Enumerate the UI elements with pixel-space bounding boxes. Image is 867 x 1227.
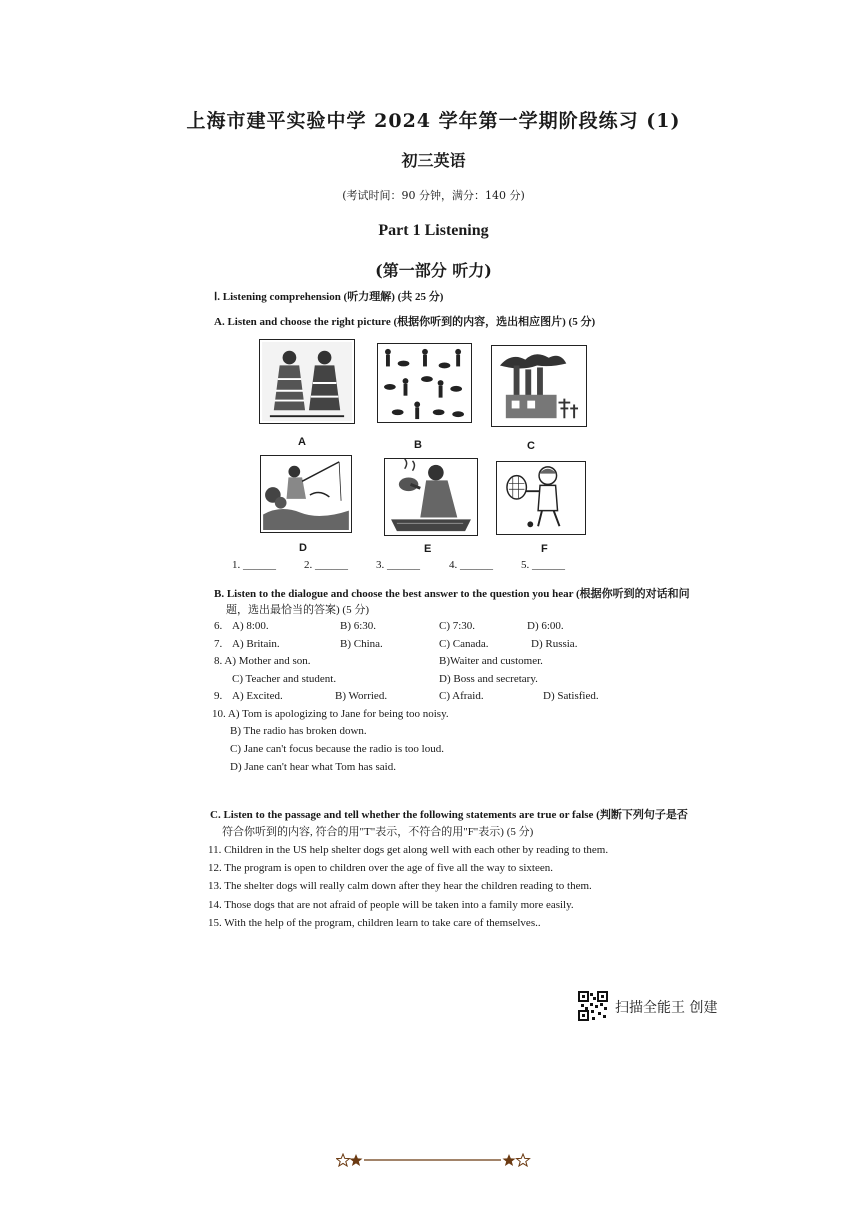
- option: 10. A) Tom is apologizing to Jane for being too noisy.: [212, 708, 449, 720]
- option: A) Excited.: [232, 690, 283, 702]
- picture-letter: D: [299, 542, 307, 554]
- factory-smoke-picture: [491, 345, 587, 427]
- option: A) Britain.: [232, 638, 280, 650]
- part-title: Part 1 Listening: [378, 222, 489, 239]
- page-title: 上海市建平实验中学 2024 学年第一学期阶段练习 (1): [186, 110, 681, 132]
- woman-cooking-picture: [384, 458, 478, 536]
- option: B) Worried.: [335, 690, 388, 702]
- section-b-instruction-cont: 题，选出最恰当的答案) (5 分): [226, 604, 369, 616]
- answer-blank: 2. ______: [304, 559, 348, 571]
- part-title-cn: (第一部分 听力): [375, 261, 492, 280]
- fishing-picture: [260, 455, 352, 533]
- picture-letter: A: [298, 436, 306, 448]
- option: C) 7:30.: [439, 620, 476, 632]
- option: C) Teacher and student.: [232, 673, 337, 685]
- option: B) The radio has broken down.: [230, 725, 367, 737]
- option: D) Russia.: [531, 638, 578, 650]
- option: B) 6:30.: [340, 620, 377, 632]
- section-c-instruction: C. Listen to the passage and tell whether the following statements are true or false (判断下列句子是否: [210, 809, 688, 821]
- question-number: 7.: [214, 638, 223, 650]
- answer-blank: 5. ______: [521, 559, 565, 571]
- picture-letter: F: [541, 543, 548, 555]
- answer-blank: 3. ______: [376, 559, 420, 571]
- boy-tennis-picture: [496, 461, 586, 535]
- option: D) Satisfied.: [543, 690, 599, 702]
- question-number: 6.: [214, 620, 223, 632]
- picture-letter: C: [527, 440, 535, 452]
- watermark-text: 扫描全能王 创建: [615, 1000, 718, 1016]
- option: C) Afraid.: [439, 690, 484, 702]
- option: A) 8:00.: [232, 620, 269, 632]
- section-a-instruction: A. Listen and choose the right picture (根据你听到的内容，选出相应图片) (5 分): [214, 316, 596, 328]
- exam-info: (考试时间：90 分钟，满分：140 分): [342, 189, 525, 202]
- section-b-instruction: B. Listen to the dialogue and choose the best answer to the question you hear (根据你听到的对话和问: [214, 588, 690, 600]
- option: C) Jane can't focus because the radio is too loud.: [230, 743, 444, 755]
- option: D) Jane can't hear what Tom has said.: [230, 761, 396, 773]
- statement: 12. The program is open to children over the age of five all the way to sixteen.: [208, 862, 553, 874]
- statement: 15. With the help of the program, children learn to take care of themselves..: [208, 917, 541, 929]
- option: D) 6:00.: [527, 620, 564, 632]
- star-divider-icon: [336, 1152, 536, 1166]
- option: B) China.: [340, 638, 383, 650]
- section-heading: Ⅰ. Listening comprehension (听力理解) (共 25 分): [214, 291, 444, 303]
- picture-letter: E: [424, 543, 432, 555]
- statement: 14. Those dogs that are not afraid of people will be taken into a family more easily.: [208, 899, 574, 911]
- statement: 13. The shelter dogs will really calm down after they hear the children reading to them.: [208, 880, 592, 892]
- answer-blank: 1. ______: [232, 559, 276, 571]
- option: C) Canada.: [439, 638, 489, 650]
- qr-code-icon: [578, 991, 608, 1021]
- subject-title: 初三英语: [401, 151, 466, 170]
- question-number: 9.: [214, 690, 223, 702]
- section-c-instruction-cont: 符合你听到的内容, 符合的用"T"表示，不符合的用"F"表示) (5 分): [222, 826, 534, 838]
- people-walking-dogs-picture: [377, 343, 472, 423]
- option: 8. A) Mother and son.: [214, 655, 311, 667]
- statement: 11. Children in the US help shelter dogs get along well with each other by reading to them.: [208, 844, 609, 856]
- option: B)Waiter and customer.: [439, 655, 543, 667]
- answer-blank: 4. ______: [449, 559, 493, 571]
- picture-letter: B: [414, 439, 422, 451]
- option: D) Boss and secretary.: [439, 673, 538, 685]
- couple-traditional-costume-picture: [259, 339, 355, 424]
